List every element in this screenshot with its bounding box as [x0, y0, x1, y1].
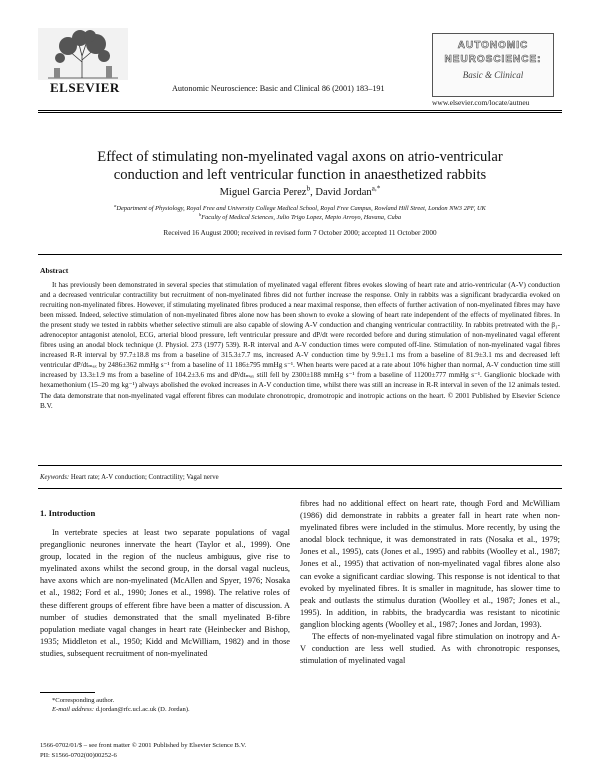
abstract-top-rule: [38, 254, 562, 255]
author-list: [40, 183, 560, 198]
affiliation-b-mark: b: [198, 211, 202, 217]
author-1: Miguel Garcia Perez: [219, 187, 307, 198]
abstract-text: It has previously been demonstrated in several species that stimulation of myelinated vagal efferent fibres evokes slowing of heart rate and atrio-ventricular (A-V) conduction and a decreased ventricular contractility but recruitment of non-myelinated fibres did not further increase the response. Only in rabbits was a significant bradycardia evoked on recruiting non-myelinated fibres. However, if stimulating myelinated fibres produced a near maximal response, then effects of further activation of non-myelinated fibres may have been missed. Indeed, selective stimulation of non-myelinated fibres alone now has been shown to evoke a slowing of heart rate independent of the effects of myelinated fibres. In the present study we tested in rabbits whether selective stimuli are also capable of slowing A-V conduction and changing ventricular contractility. In rabbits pretreated with the β₁-adrenoceptor antagonist atenolol, ECG, arterial blood pressure, left ventricular pressure and dP/dt were recorded before and during stimulation of non-myelinated vagal efferent fibres using an anodal block technique (J. Physiol. 273 (1977) 539). R-R interval and A-V conduction times were computed off-line. Stimulation of non-myelinated vagal fibres increased R-R interval by 97.7±18.8 ms from a baseline of 315.3±7.7 ms, increased A-V conduction time by 9.9±1.1 ms from a baseline of 81.9±3.1 ms and decreased left ventricular dP/dtₘₐₓ by 2486±362 mmHg s⁻¹ from a baseline of 11 186±795 mmHg s⁻¹. When hearts were paced at a rate about 10% higher than normal, A-V conduction time still increased by 13.3±1.9 ms from a baseline of 104.2±3.6 ms and dP/dtₘₐₓ still fell by 2300±188 mmHg s⁻¹ from a baseline of 11200±777 mmHg s⁻¹. Ganglionic blockade with hexamethonium (15–20 mg kg⁻¹) always abolished the evoked increases in A-V conduction time, whilst there was still an increase in R-R interval in seven of the 12 animals tested. The data demonstrate that non-myelinated vagal efferent fibres can modulate chronotropic, dromotropic and inotropic actions on the heart. © 2001 Published by Elsevier Science B.V.: [40, 281, 560, 410]
intro-right-paragraph-2: The effects of non-myelinated vagal fibre stimulation on inotropy and A-V conduction are less well studied. As with chronotropic responses, stimulation of myelinated vagal: [300, 632, 560, 666]
keywords-text: Heart rate; A-V conduction; Contractility; Vagal nerve: [69, 474, 219, 481]
affiliation-a: [40, 202, 560, 212]
article-title: [40, 148, 560, 184]
keywords-top-rule: [38, 465, 562, 466]
intro-left-column: In vertebrate species at least two separate populations of vagal preganglionic neurones innervate the heart (Taylor et al., 1999). One group, located in the region of the nucleus ambiguus, give rise to myelinated axons whilst the second group, in the dorsal vagal nucleus, have axons which are non-myelinated (McAllen and Spyer, 1976; Nosaka et al., 1982; Ford et al., 1990; Jones et al., 1998). The relative roles of these different groups of efferent fibre have been a matter of discussion. A number of studies demonstrated that the small myelinated B-fibre population mediate vagal changes in heart rate (Heinbecker and Bishop, 1935; Middleton et al., 1950; Kidd and McWilliam, 1982) and in those studies, subsequent recruitment of non-myelinated: [40, 528, 290, 658]
title-line-1: Effect of stimulating non-myelinated vagal axons on atrio-ventricular: [97, 149, 503, 165]
journal-citation: Autonomic Neuroscience: Basic and Clinical 86 (2001) 183–191: [172, 84, 385, 93]
email-label: E-mail address:: [52, 706, 95, 713]
journal-logo-line2: NEUROSCIENCE:: [444, 54, 542, 65]
footnote-rule: [40, 692, 95, 693]
affiliation-a-text: Department of Physiology, Royal Free and University College Medical School, Royal Free Campus, Rowland Hill Street, London NW3 2PF, UK: [116, 205, 486, 212]
footer-pii: PII: S1566-0702(00)00252-6: [40, 752, 117, 759]
affiliation-b-text: Faculty of Medical Sciences, Julio Trigo Lopez, Mepio Arroyo, Havana, Cuba: [201, 214, 402, 221]
title-line-2: conduction and left ventricular function in anaesthetized rabbits: [113, 167, 487, 183]
journal-logo-line3: Basic & Clinical: [462, 70, 524, 80]
abstract-heading: Abstract: [40, 266, 69, 275]
header-rule: [38, 110, 562, 111]
keywords-bottom-rule: [38, 488, 562, 489]
intro-right-paragraph-1: fibres had no additional effect on heart rate, though Ford and McWilliam (1986) did demonstrate in rabbits a greater fall in heart rate when non-myelinated fibres were included in the stimulus. More recently, by using the anodal block technique, it was demonstrated in rats (Nosaka et al., 1979; Jones et al., 1995), cats (Jones et al., 1995) and rabbits (Woolley et al., 1987; Jones et al., 1995) that activation of non-myelinated vagal fibres alone also can evoke a significant cardiac slowing. This response is not identical to that evoked by myelinated fibres. It is smaller in magnitude, has slower time to peak and outlasts the stimulus duration (Woolley et al., 1987; Jones et al., 1995). In addition, in rabbits, the bradycardia was resistant to nicotinic ganglion blocking agents (Woolley et al., 1987; Jones and Jordan, 1993).: [300, 499, 560, 629]
author-separator: ,: [310, 187, 316, 198]
affiliation-a-mark: a: [114, 202, 117, 208]
journal-website: www.elsevier.com/locate/autneu: [432, 98, 530, 107]
section-heading-introduction: 1. Introduction: [40, 508, 96, 518]
email-note: [52, 706, 190, 713]
publisher-name: ELSEVIER: [50, 80, 120, 95]
footer-copyright: 1566-0702/01/$ – see front matter © 2001 Published by Elsevier Science B.V.: [40, 742, 247, 749]
author-1-mark: b: [306, 183, 311, 193]
keywords-label: Keywords:: [40, 474, 70, 481]
email-address: d.jordan@rfc.ucl.ac.uk (D. Jordan).: [94, 706, 190, 713]
keywords: [40, 474, 219, 481]
journal-logo-line1: AUTONOMIC: [457, 40, 529, 51]
affiliation-b: [40, 211, 560, 221]
author-2-mark: a,*: [371, 183, 381, 193]
corresponding-author-note: *Corresponding author.: [52, 697, 115, 704]
intro-right-column: [300, 498, 560, 667]
received-dates: Received 16 August 2000; received in revised form 7 October 2000; accepted 11 October 2000: [163, 229, 437, 237]
header-rule-2: [38, 112, 562, 113]
author-2: David Jordan: [315, 187, 372, 198]
journal-logo-box: [432, 33, 554, 97]
